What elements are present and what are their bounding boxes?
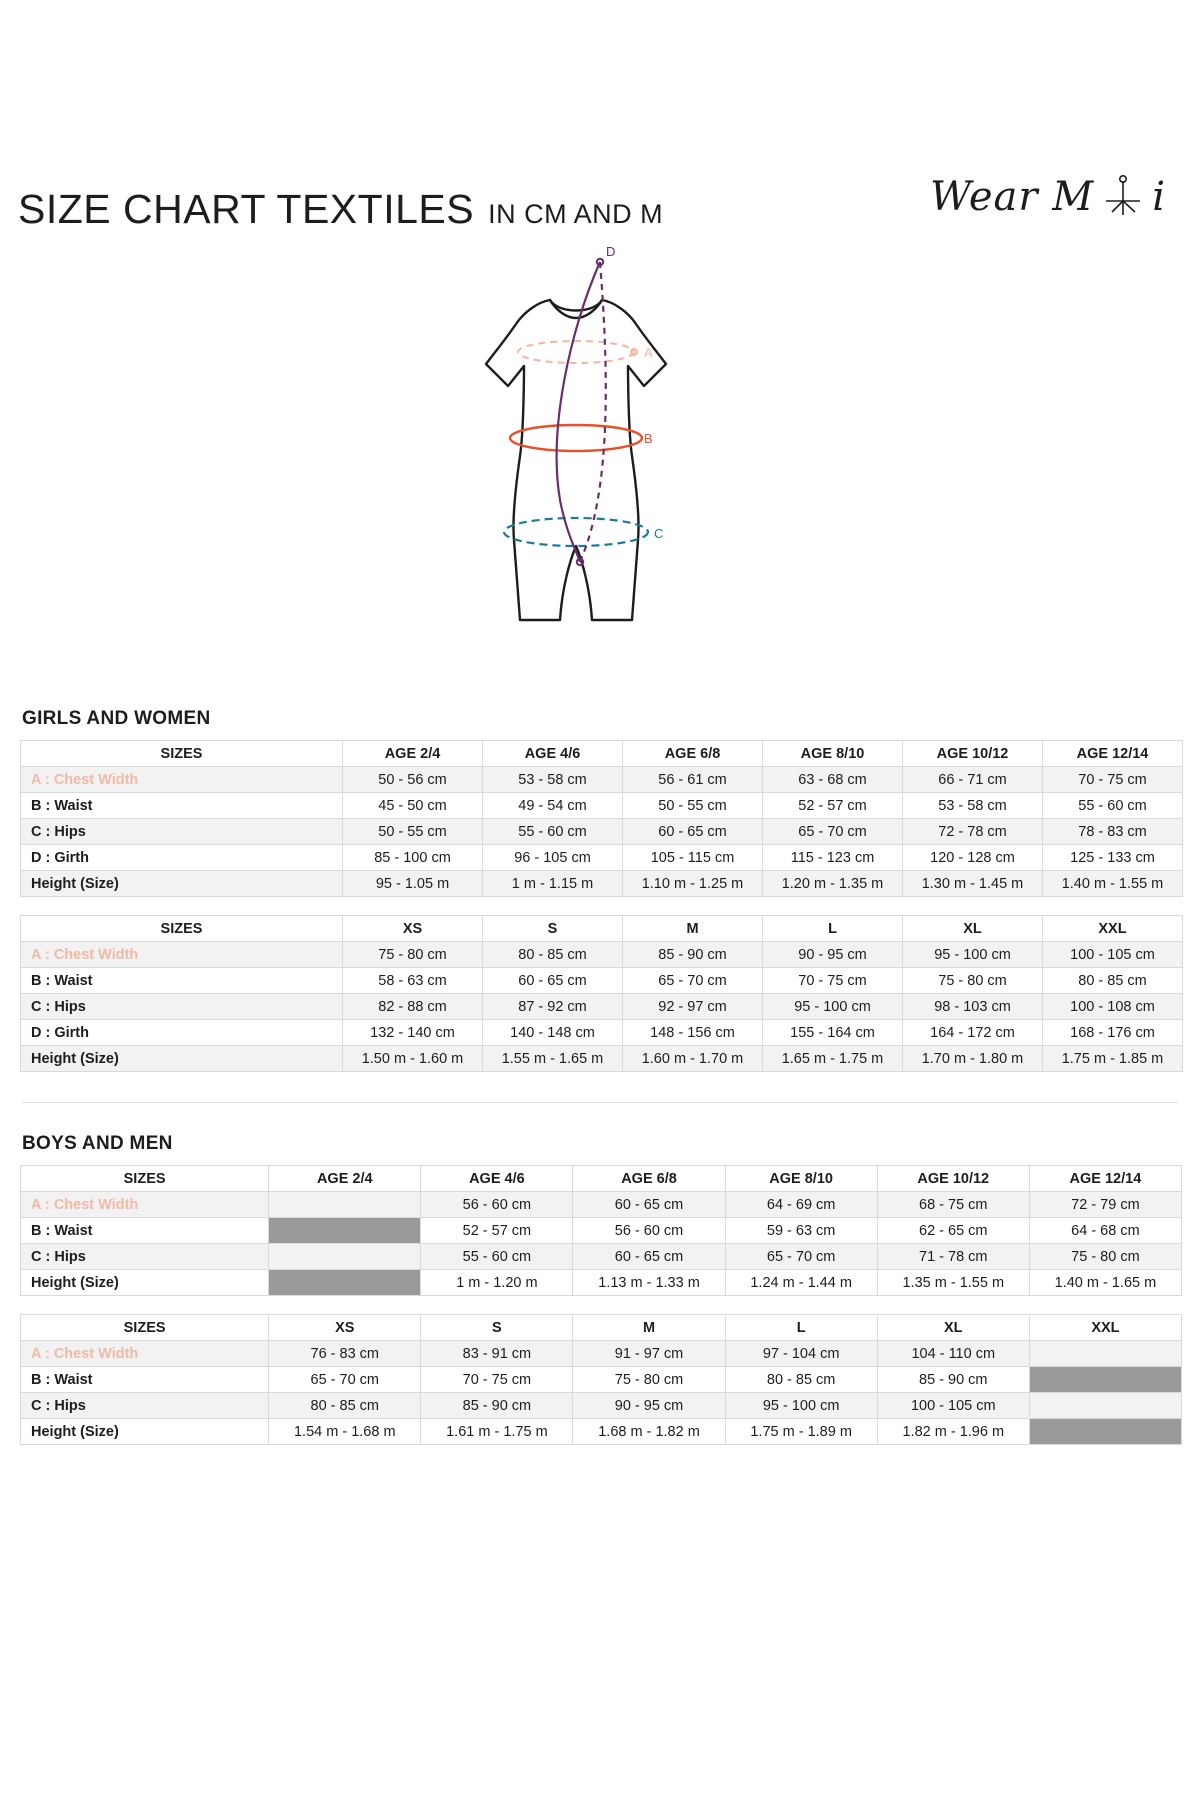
table-cell: 104 - 110 cm bbox=[877, 1341, 1029, 1367]
row-label: B : Waist bbox=[21, 793, 343, 819]
table-cell: 75 - 80 cm bbox=[343, 942, 483, 968]
table-cell: 90 - 95 cm bbox=[763, 942, 903, 968]
table-cell: 1.75 m - 1.89 m bbox=[725, 1419, 877, 1445]
column-header-sizes: SIZES bbox=[21, 1166, 269, 1192]
table-cell: 55 - 60 cm bbox=[483, 819, 623, 845]
row-label: Height (Size) bbox=[21, 871, 343, 897]
table-cell: 80 - 85 cm bbox=[1043, 968, 1183, 994]
table-cell: 52 - 57 cm bbox=[421, 1218, 573, 1244]
table-cell: 85 - 90 cm bbox=[877, 1367, 1029, 1393]
table-header-row bbox=[21, 1166, 1182, 1192]
table-cell: 65 - 70 cm bbox=[725, 1244, 877, 1270]
column-header: AGE 12/14 bbox=[1043, 741, 1183, 767]
table-cell: 50 - 56 cm bbox=[343, 767, 483, 793]
column-header-sizes: SIZES bbox=[21, 1315, 269, 1341]
column-header: AGE 2/4 bbox=[269, 1166, 421, 1192]
column-header: AGE 10/12 bbox=[877, 1166, 1029, 1192]
table-cell: 115 - 123 cm bbox=[763, 845, 903, 871]
table-cell: 1 m - 1.20 m bbox=[421, 1270, 573, 1296]
column-header: XXL bbox=[1029, 1315, 1181, 1341]
table-cell: 55 - 60 cm bbox=[421, 1244, 573, 1270]
table-cell: 95 - 100 cm bbox=[763, 994, 903, 1020]
measurement-illustration bbox=[18, 240, 1182, 690]
column-header: S bbox=[421, 1315, 573, 1341]
brand-logo-text-tail: i bbox=[1152, 173, 1166, 220]
table-cell: 52 - 57 cm bbox=[763, 793, 903, 819]
row-label: Height (Size) bbox=[21, 1270, 269, 1296]
table-cell: 55 - 60 cm bbox=[1043, 793, 1183, 819]
column-header: XL bbox=[903, 916, 1043, 942]
row-label: Height (Size) bbox=[21, 1046, 343, 1072]
table-cell: 100 - 105 cm bbox=[1043, 942, 1183, 968]
table-header-row bbox=[21, 916, 1183, 942]
table-cell: 87 - 92 cm bbox=[483, 994, 623, 1020]
column-header: XXL bbox=[1043, 916, 1183, 942]
table-cell-unavailable bbox=[269, 1270, 421, 1296]
table-cell: 1.55 m - 1.65 m bbox=[483, 1046, 623, 1072]
table-cell: 56 - 61 cm bbox=[623, 767, 763, 793]
table-cell: 56 - 60 cm bbox=[421, 1192, 573, 1218]
body-diagram-svg bbox=[420, 240, 780, 680]
table-women-letter bbox=[20, 915, 1183, 1072]
table-cell: 164 - 172 cm bbox=[903, 1020, 1043, 1046]
table-cell: 60 - 65 cm bbox=[573, 1192, 725, 1218]
table-cell: 64 - 68 cm bbox=[1029, 1218, 1181, 1244]
table-cell: 100 - 108 cm bbox=[1043, 994, 1183, 1020]
row-label: Height (Size) bbox=[21, 1419, 269, 1445]
table-cell: 60 - 65 cm bbox=[483, 968, 623, 994]
table-cell: 1.40 m - 1.65 m bbox=[1029, 1270, 1181, 1296]
table-cell: 62 - 65 cm bbox=[877, 1218, 1029, 1244]
column-header: AGE 10/12 bbox=[903, 741, 1043, 767]
table-cell: 1.10 m - 1.25 m bbox=[623, 871, 763, 897]
table-cell: 72 - 79 cm bbox=[1029, 1192, 1181, 1218]
table-cell: 96 - 105 cm bbox=[483, 845, 623, 871]
table-cell: 120 - 128 cm bbox=[903, 845, 1043, 871]
table-cell: 85 - 100 cm bbox=[343, 845, 483, 871]
table-cell: 56 - 60 cm bbox=[573, 1218, 725, 1244]
table-row bbox=[21, 968, 1183, 994]
table-cell-unavailable bbox=[1029, 1393, 1181, 1419]
table-cell-unavailable bbox=[1029, 1419, 1181, 1445]
column-header: S bbox=[483, 916, 623, 942]
table-cell: 1 m - 1.15 m bbox=[483, 871, 623, 897]
column-header: AGE 6/8 bbox=[573, 1166, 725, 1192]
table-cell-unavailable bbox=[269, 1244, 421, 1270]
table-row bbox=[21, 942, 1183, 968]
column-header: L bbox=[763, 916, 903, 942]
table-cell: 45 - 50 cm bbox=[343, 793, 483, 819]
table-cell-unavailable bbox=[269, 1192, 421, 1218]
dancer-logo-icon bbox=[1100, 171, 1146, 222]
table-cell: 98 - 103 cm bbox=[903, 994, 1043, 1020]
table-cell: 80 - 85 cm bbox=[269, 1393, 421, 1419]
column-header: L bbox=[725, 1315, 877, 1341]
table-cell: 90 - 95 cm bbox=[573, 1393, 725, 1419]
table-cell: 65 - 70 cm bbox=[763, 819, 903, 845]
table-cell: 59 - 63 cm bbox=[725, 1218, 877, 1244]
table-cell: 95 - 100 cm bbox=[903, 942, 1043, 968]
row-label: D : Girth bbox=[21, 845, 343, 871]
table-cell: 76 - 83 cm bbox=[269, 1341, 421, 1367]
table-cell-unavailable bbox=[1029, 1341, 1181, 1367]
table-row bbox=[21, 1192, 1182, 1218]
table-row bbox=[21, 1046, 1183, 1072]
page-header bbox=[18, 0, 1182, 230]
column-header-sizes: SIZES bbox=[21, 741, 343, 767]
row-label: B : Waist bbox=[21, 1367, 269, 1393]
table-cell: 125 - 133 cm bbox=[1043, 845, 1183, 871]
table-row bbox=[21, 871, 1183, 897]
table-cell: 68 - 75 cm bbox=[877, 1192, 1029, 1218]
column-header: XL bbox=[877, 1315, 1029, 1341]
table-cell: 1.40 m - 1.55 m bbox=[1043, 871, 1183, 897]
page-title bbox=[18, 186, 664, 232]
table-cell: 97 - 104 cm bbox=[725, 1341, 877, 1367]
table-row bbox=[21, 1270, 1182, 1296]
table-row bbox=[21, 1367, 1182, 1393]
table-cell-unavailable bbox=[269, 1218, 421, 1244]
table-cell: 83 - 91 cm bbox=[421, 1341, 573, 1367]
table-cell: 1.75 m - 1.85 m bbox=[1043, 1046, 1183, 1072]
column-header: AGE 8/10 bbox=[725, 1166, 877, 1192]
column-header: XS bbox=[343, 916, 483, 942]
section-divider bbox=[22, 1102, 1178, 1103]
table-cell: 85 - 90 cm bbox=[623, 942, 763, 968]
table-cell: 71 - 78 cm bbox=[877, 1244, 1029, 1270]
table-cell: 1.82 m - 1.96 m bbox=[877, 1419, 1029, 1445]
label-b: B bbox=[644, 431, 653, 446]
table-cell: 1.30 m - 1.45 m bbox=[903, 871, 1043, 897]
table-cell: 1.13 m - 1.33 m bbox=[573, 1270, 725, 1296]
table-cell: 80 - 85 cm bbox=[725, 1367, 877, 1393]
row-label: B : Waist bbox=[21, 1218, 269, 1244]
column-header: M bbox=[573, 1315, 725, 1341]
table-cell: 66 - 71 cm bbox=[903, 767, 1043, 793]
table-cell: 1.65 m - 1.75 m bbox=[763, 1046, 903, 1072]
table-cell: 53 - 58 cm bbox=[903, 793, 1043, 819]
row-label: B : Waist bbox=[21, 968, 343, 994]
column-header: XS bbox=[269, 1315, 421, 1341]
table-row bbox=[21, 1020, 1183, 1046]
page-title-units: IN CM AND M bbox=[488, 199, 664, 229]
label-c: C bbox=[654, 526, 664, 541]
table-cell: 85 - 90 cm bbox=[421, 1393, 573, 1419]
row-label: A : Chest Width bbox=[21, 942, 343, 968]
table-cell: 1.54 m - 1.68 m bbox=[269, 1419, 421, 1445]
table-cell: 95 - 1.05 m bbox=[343, 871, 483, 897]
table-row bbox=[21, 767, 1183, 793]
table-cell: 1.20 m - 1.35 m bbox=[763, 871, 903, 897]
table-cell: 1.70 m - 1.80 m bbox=[903, 1046, 1043, 1072]
brand-logo bbox=[930, 171, 1172, 222]
table-cell: 105 - 115 cm bbox=[623, 845, 763, 871]
table-cell: 1.68 m - 1.82 m bbox=[573, 1419, 725, 1445]
table-cell: 58 - 63 cm bbox=[343, 968, 483, 994]
table-cell-unavailable bbox=[1029, 1367, 1181, 1393]
table-cell: 64 - 69 cm bbox=[725, 1192, 877, 1218]
table-cell: 63 - 68 cm bbox=[763, 767, 903, 793]
page-title-main: SIZE CHART TEXTILES bbox=[18, 186, 475, 232]
table-header-row bbox=[21, 1315, 1182, 1341]
row-label: D : Girth bbox=[21, 1020, 343, 1046]
row-label: C : Hips bbox=[21, 994, 343, 1020]
table-cell: 60 - 65 cm bbox=[623, 819, 763, 845]
table-cell: 49 - 54 cm bbox=[483, 793, 623, 819]
table-cell: 1.35 m - 1.55 m bbox=[877, 1270, 1029, 1296]
table-row bbox=[21, 1341, 1182, 1367]
table-cell: 75 - 80 cm bbox=[573, 1367, 725, 1393]
table-cell: 100 - 105 cm bbox=[877, 1393, 1029, 1419]
table-header-row bbox=[21, 741, 1183, 767]
table-cell: 75 - 80 cm bbox=[1029, 1244, 1181, 1270]
table-cell: 95 - 100 cm bbox=[725, 1393, 877, 1419]
table-cell: 168 - 176 cm bbox=[1043, 1020, 1183, 1046]
table-row bbox=[21, 845, 1183, 871]
table-cell: 78 - 83 cm bbox=[1043, 819, 1183, 845]
column-header: AGE 2/4 bbox=[343, 741, 483, 767]
table-boys-age bbox=[20, 1165, 1182, 1296]
table-row bbox=[21, 1218, 1182, 1244]
table-cell: 82 - 88 cm bbox=[343, 994, 483, 1020]
table-cell: 50 - 55 cm bbox=[343, 819, 483, 845]
table-cell: 1.50 m - 1.60 m bbox=[343, 1046, 483, 1072]
row-label: C : Hips bbox=[21, 819, 343, 845]
table-cell: 65 - 70 cm bbox=[623, 968, 763, 994]
column-header: AGE 6/8 bbox=[623, 741, 763, 767]
table-cell: 53 - 58 cm bbox=[483, 767, 623, 793]
brand-logo-text: Wear M bbox=[930, 173, 1095, 220]
row-label: A : Chest Width bbox=[21, 1341, 269, 1367]
table-cell: 50 - 55 cm bbox=[623, 793, 763, 819]
table-cell: 80 - 85 cm bbox=[483, 942, 623, 968]
table-cell: 70 - 75 cm bbox=[763, 968, 903, 994]
table-cell: 70 - 75 cm bbox=[421, 1367, 573, 1393]
table-cell: 1.60 m - 1.70 m bbox=[623, 1046, 763, 1072]
table-row bbox=[21, 1419, 1182, 1445]
column-header: AGE 4/6 bbox=[483, 741, 623, 767]
column-header: AGE 12/14 bbox=[1029, 1166, 1181, 1192]
table-row bbox=[21, 994, 1183, 1020]
column-header: M bbox=[623, 916, 763, 942]
table-cell: 91 - 97 cm bbox=[573, 1341, 725, 1367]
table-cell: 60 - 65 cm bbox=[573, 1244, 725, 1270]
table-row bbox=[21, 1393, 1182, 1419]
table-cell: 70 - 75 cm bbox=[1043, 767, 1183, 793]
table-cell: 140 - 148 cm bbox=[483, 1020, 623, 1046]
row-label: C : Hips bbox=[21, 1244, 269, 1270]
table-cell: 155 - 164 cm bbox=[763, 1020, 903, 1046]
section-title-boys-and-men: BOYS AND MEN bbox=[22, 1133, 173, 1154]
label-a: A bbox=[644, 345, 653, 360]
table-men-letter bbox=[20, 1314, 1182, 1445]
row-label: A : Chest Width bbox=[21, 1192, 269, 1218]
column-header-sizes: SIZES bbox=[21, 916, 343, 942]
section-title-girls-and-women: GIRLS AND WOMEN bbox=[22, 708, 211, 729]
table-cell: 1.24 m - 1.44 m bbox=[725, 1270, 877, 1296]
table-cell: 148 - 156 cm bbox=[623, 1020, 763, 1046]
table-cell: 132 - 140 cm bbox=[343, 1020, 483, 1046]
label-d: D bbox=[606, 244, 616, 259]
row-label: A : Chest Width bbox=[21, 767, 343, 793]
column-header: AGE 4/6 bbox=[421, 1166, 573, 1192]
table-cell: 75 - 80 cm bbox=[903, 968, 1043, 994]
table-cell: 1.61 m - 1.75 m bbox=[421, 1419, 573, 1445]
table-cell: 65 - 70 cm bbox=[269, 1367, 421, 1393]
table-girls-age bbox=[20, 740, 1183, 897]
table-row bbox=[21, 819, 1183, 845]
table-row bbox=[21, 793, 1183, 819]
table-cell: 92 - 97 cm bbox=[623, 994, 763, 1020]
table-row bbox=[21, 1244, 1182, 1270]
row-label: C : Hips bbox=[21, 1393, 269, 1419]
column-header: AGE 8/10 bbox=[763, 741, 903, 767]
table-cell: 72 - 78 cm bbox=[903, 819, 1043, 845]
